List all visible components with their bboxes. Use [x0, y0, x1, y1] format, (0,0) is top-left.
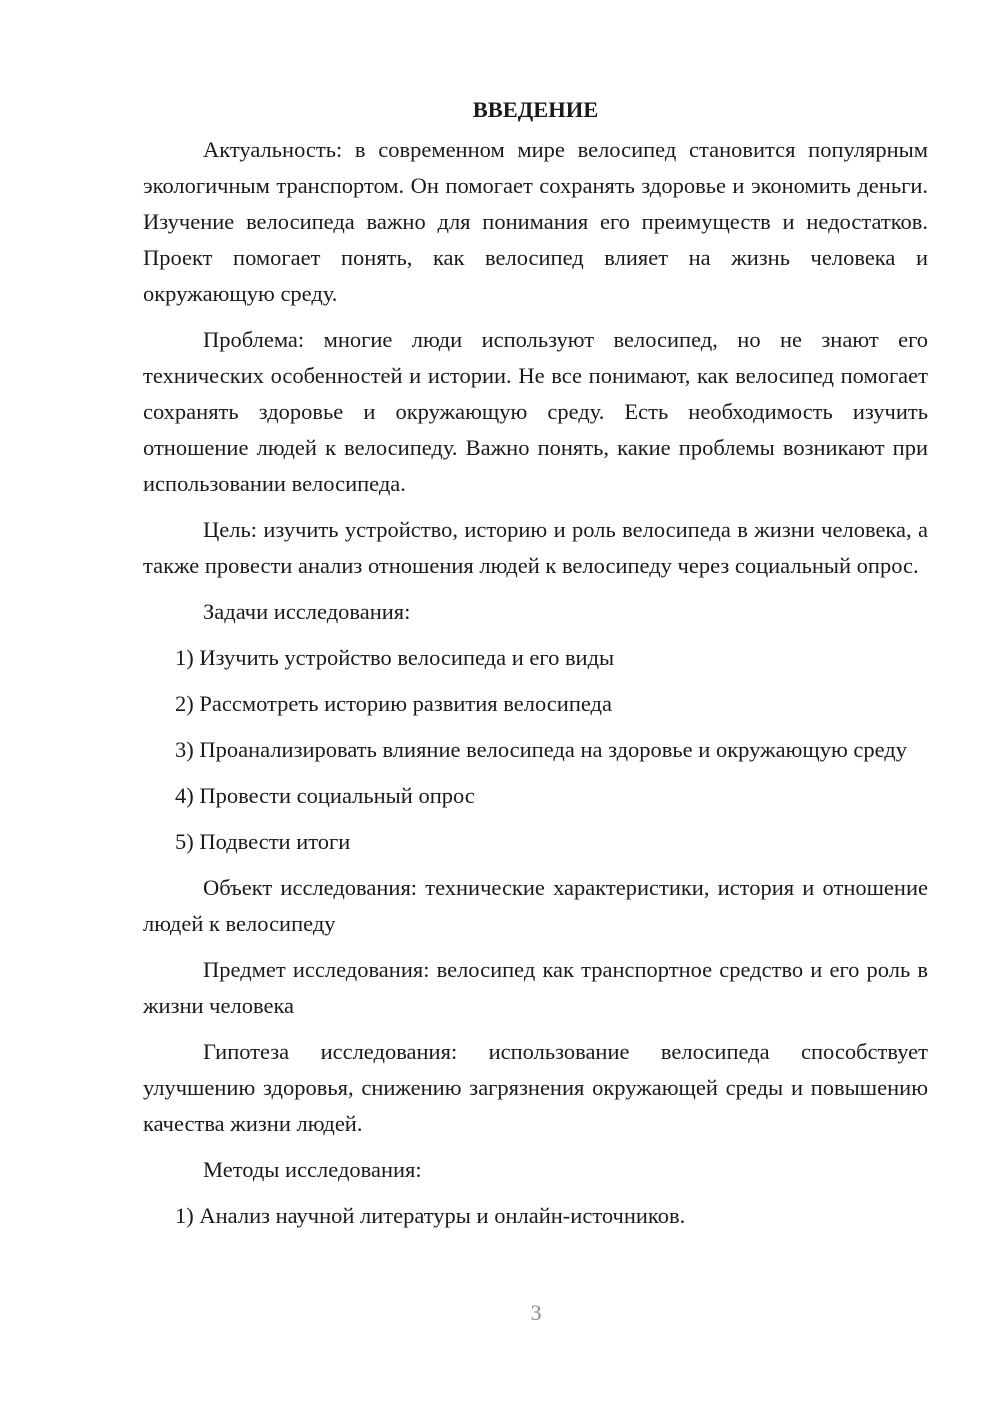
task-item: 4) Провести социальный опрос — [175, 783, 475, 808]
methods-label: Методы исследования: — [203, 1157, 422, 1182]
task-item: 5) Подвести итоги — [175, 829, 351, 854]
page-title: ВВЕДЕНИЕ — [472, 97, 599, 122]
page-number: 3 — [530, 1300, 542, 1325]
task-item: 3) Проанализировать влияние велосипеда на здоровье и окружающую среду — [175, 737, 908, 762]
problem-paragraph: Проблема: многие люди используют велосипед, но не знают его технических особенностей и истории. Не все понимают, как велосипед помогает сохранять здоровье и окружающую среду. Есть необходимость изучить отношение людей к велосипеду. Важно понять, какие проблемы возникают при использовании велосипеда. — [143, 327, 928, 496]
method-item: 1) Анализ научной литературы и онлайн-источников. — [175, 1203, 686, 1228]
subject-paragraph: Предмет исследования: велосипед как транспортное средство и его роль в жизни человека — [143, 957, 928, 1018]
goal-paragraph: Цель: изучить устройство, историю и роль велосипеда в жизни человека, а также провести анализ отношения людей к велосипеду через социальный опрос. — [143, 517, 928, 578]
document-page — [143, 92, 928, 1244]
task-item: 2) Рассмотреть историю развития велосипеда — [175, 691, 612, 716]
object-paragraph: Объект исследования: технические характеристики, история и отношение людей к велосипеду — [143, 875, 928, 936]
task-item: 1) Изучить устройство велосипеда и его виды — [175, 645, 615, 670]
tasks-label: Задачи исследования: — [203, 599, 411, 624]
relevance-paragraph: Актуальность: в современном мире велосипед становится популярным экологичным транспортом. Он помогает сохранять здоровье и экономить деньги. Изучение велосипеда важно для понимания его преимуществ и недостатков. Проект помогает понять, как велосипед влияет на жизнь человека и окружающую среду. — [143, 137, 928, 306]
hypothesis-paragraph: Гипотеза исследования: использование велосипеда способствует улучшению здоровья, снижению загрязнения окружающей среды и повышению качества жизни людей. — [143, 1039, 928, 1136]
